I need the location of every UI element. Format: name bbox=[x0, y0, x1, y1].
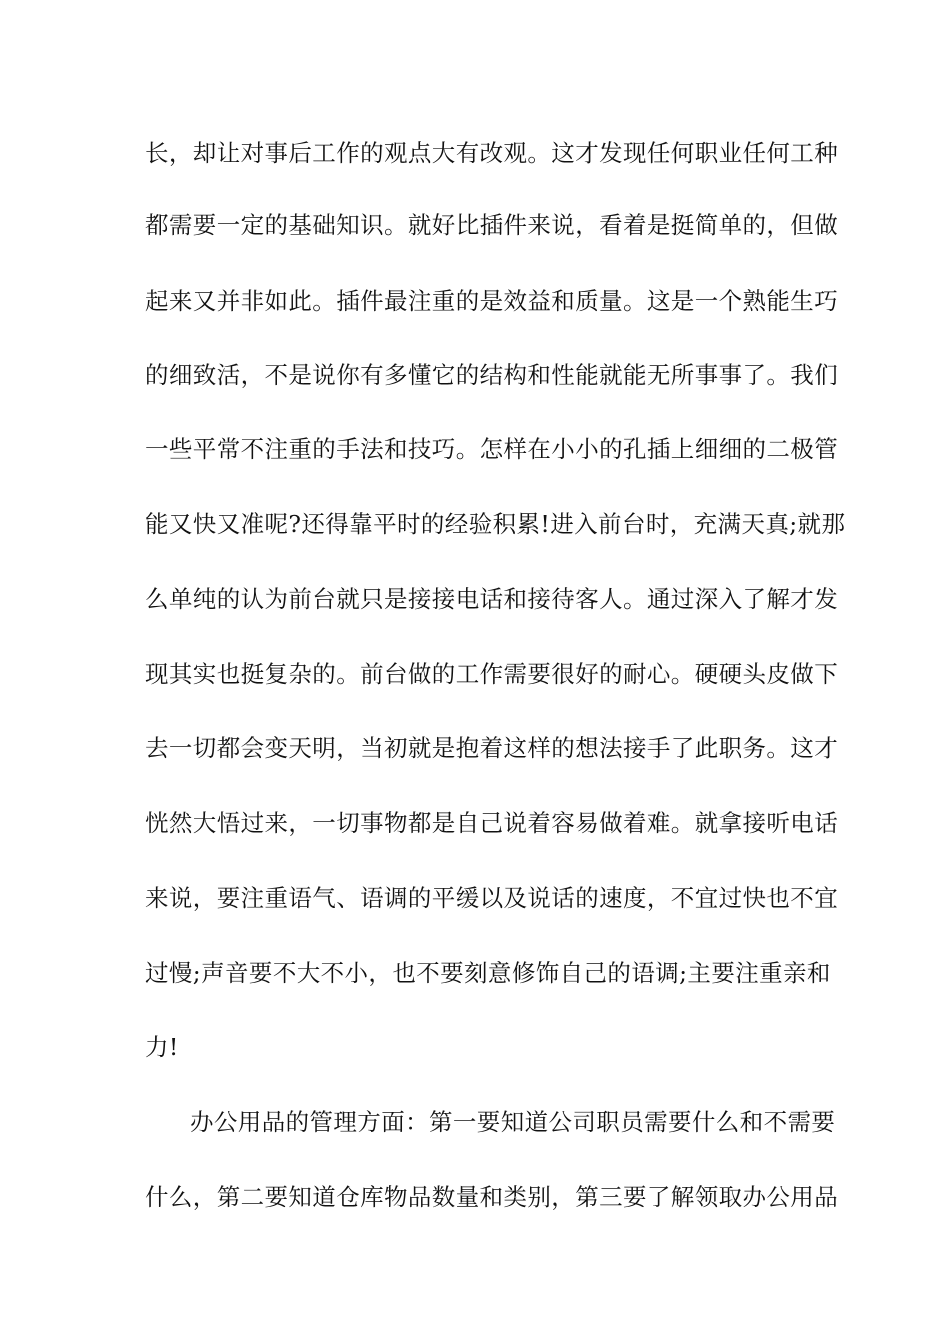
text-line-4: 的细致活，不是说你有多懂它的结构和性能就能无所事事了。我们 bbox=[145, 361, 839, 389]
paragraph-start-line: 办公用品的管理方面：第一要知道公司职员需要什么和不需要 bbox=[190, 1108, 836, 1136]
text-line-7: 么单纯的认为前台就只是接接电话和接待客人。通过深入了解才发 bbox=[145, 585, 839, 613]
text-line-1: 长，却让对事后工作的观点大有改观。这才发现任何职业任何工种 bbox=[145, 139, 839, 167]
text-line-10: 恍然大悟过来，一切事物都是自己说着容易做着难。就拿接听电话 bbox=[145, 809, 839, 837]
text-line-11: 来说，要注重语气、语调的平缓以及说话的速度，不宜过快也不宜 bbox=[145, 884, 839, 912]
text-line-13: 力! bbox=[145, 1033, 179, 1061]
text-line-8: 现其实也挺复杂的。前台做的工作需要很好的耐心。硬硬头皮做下 bbox=[145, 660, 839, 688]
text-line-9: 去一切都会变天明，当初就是抱着这样的想法接手了此职务。这才 bbox=[145, 734, 839, 762]
text-line-6: 能又快又准呢?还得靠平时的经验积累!进入前台时，充满天真;就那 bbox=[145, 510, 846, 538]
text-line-15: 什么，第二要知道仓库物品数量和类别，第三要了解领取办公用品 bbox=[145, 1183, 839, 1211]
text-line-12: 过慢;声音要不大不小，也不要刻意修饰自己的语调;主要注重亲和 bbox=[145, 959, 831, 987]
text-line-2: 都需要一定的基础知识。就好比插件来说，看着是挺简单的，但做 bbox=[145, 211, 839, 239]
text-line-3: 起来又并非如此。插件最注重的是效益和质量。这是一个熟能生巧 bbox=[145, 287, 839, 315]
text-line-5: 一些平常不注重的手法和技巧。怎样在小小的孔插上细细的二极管 bbox=[145, 435, 839, 463]
